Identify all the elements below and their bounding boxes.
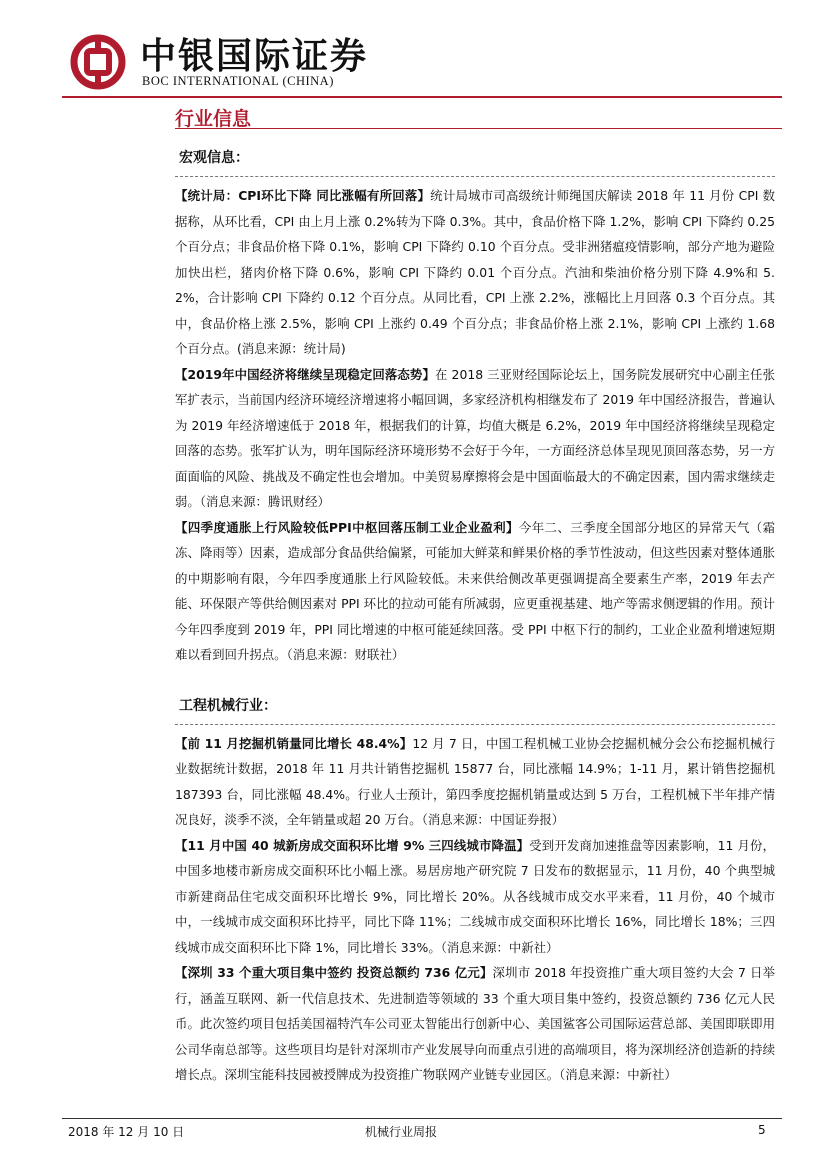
- news-body: 今年二、三季度全国部分地区的异常天气（霜冻、降雨等）因素，造成部分食品供给偏紧，可能加大鲜菜和鲜果价格的季节性波动，但这些因素对整体通胀的中期影响有限，今年四季度通胀上行风险较低。未来供给侧改革更强调提高全要素生产率，2019 年去产能、环保限产等供给侧因素对 PPI 环比的拉动可能有所减弱，应更重视基建、地产等需求侧逻辑的作用。预计今年四季度到 2019 年，PPI 同比增速的中枢可能延续回落。受 PPI 中枢下行的制约，工业企业盈利增速短期难以看到回升拐点。（消息来源：财联社）: [175, 519, 775, 662]
- boc-logo-icon: [70, 34, 126, 90]
- news-headline: 【四季度通胀上行风险较低PPI中枢回落压制工业企业盈利】: [175, 519, 519, 535]
- news-item: [175, 183, 775, 362]
- macro-heading-divider: [175, 176, 775, 177]
- footer-title: 机械行业周报: [365, 1125, 438, 1139]
- news-item: [175, 833, 775, 961]
- page-number: 5: [758, 1123, 766, 1137]
- news-body: 12 月 7 日，中国工程机械工业协会挖掘机械分会公布挖掘机械行业数据统计数据，2018 年 11 月共计销售挖掘机 15877 台，同比涨幅 14.9%；1-11 月，累计销售挖掘机 187393 台，同比涨幅 48.4%。行业人士预计，第四季度挖掘机销量或达到 5 万台，工程机械下半年排产情况良好，淡季不淡，全年销量或超 20 万台。（消息来源：中国证券报）: [175, 735, 776, 827]
- news-item: [175, 960, 775, 1088]
- footer-divider: [62, 1118, 782, 1119]
- news-item: [175, 515, 775, 668]
- news-headline: 【统计局：CPI环比下降 同比涨幅有所回落】: [175, 188, 431, 203]
- industry-heading: 工程机械行业：: [179, 697, 277, 714]
- news-headline: 【11 月中国 40 城新房成交面积环比增 9% 三四线城市降温】: [175, 837, 530, 853]
- news-item: [175, 731, 775, 833]
- brand-name-cn: 中银国际证券: [140, 35, 369, 77]
- page-title: 行业信息: [175, 108, 252, 130]
- header-divider: [62, 96, 782, 98]
- brand-name-en: BOC INTERNATIONAL (CHINA): [142, 74, 334, 88]
- macro-heading: 宏观信息：: [179, 150, 249, 166]
- industry-heading-divider: [175, 724, 775, 725]
- page-header: [62, 28, 782, 96]
- footer-date: 2018 年 12 月 10 日: [68, 1125, 185, 1139]
- report-body: [175, 148, 775, 1088]
- news-item: [175, 362, 775, 515]
- title-divider: [175, 128, 782, 129]
- news-headline: 【2019年中国经济将继续呈现稳定回落态势】: [175, 366, 435, 382]
- news-body: 受到开发商加速推盘等因素影响，11 月份，中国多地楼市新房成交面积环比小幅上涨。易居房地产研究院 7 日发布的数据显示，11 月份，40 个典型城市新建商品住宅成交面积环比增长 9%，同比增长 20%。从各线城市成交水平来看，11 月份，40 个城市中，一线城市成交面积环比持平，同比下降 11%；二线城市成交面积环比增长 16%，同比增长 18%；三四线城市成交面积环比下降 1%，同比增长 33%。（消息来源：中新社）: [175, 837, 775, 955]
- news-body: 深圳市 2018 年投资推广重大项目签约大会 7 日举行，涵盖互联网、新一代信息技术、先进制造等领域的 33 个重大项目集中签约，投资总额约 736 亿元人民币。此次签约项目包括美国福特汽车公司亚太智能出行创新中心、美国鲨客公司国际运营总部、美国即联即用公司华南总部等。这些项目均是针对深圳市产业发展导向而重点引进的高端项目，将为深圳经济创造新的持续增长点。深圳宝能科技园被授牌成为投资推广物联网产业链专业园区。（消息来源：中新社）: [175, 965, 775, 1082]
- news-headline: 【深圳 33 个重大项目集中签约 投资总额约 736 亿元】: [175, 965, 493, 980]
- news-headline: 【前 11 月挖掘机销量同比增长 48.4%】: [175, 735, 413, 751]
- news-body: 在 2018 三亚财经国际论坛上，国务院发展研究中心副主任张军扩表示，当前国内经济环境经济增速将小幅回调，多家经济机构相继发布了 2019 年中国经济报告，普遍认为 2019 年经济增速低于 2018 年，根据我们的计算，均值大概是 6.2%，2019 年中国经济将继续呈现稳定回落的态势。张军扩认为，明年国际经济环境形势不会好于今年，一方面经济总体呈现见顶回落态势，另一方面面临的风险、挑战及不确定性也会增加。中美贸易摩擦将会是中国面临最大的不确定因素，国内需求继续走弱。（消息来源：腾讯财经）: [175, 366, 775, 509]
- news-body: 统计局城市司高级统计师绳国庆解读 2018 年 11 月份 CPI 数据称，从环比看，CPI 由上月上涨 0.2%转为下降 0.3%。其中，食品价格下降 1.2%，影响 CPI 下降约 0.25 个百分点；非食品价格下降 0.1%，影响 CPI 下降约 0.10 个百分点。受非洲猪瘟疫情影响，部分产地为避险加快出栏，猪肉价格下降 0.6%，影响 CPI 下降约 0.01 个百分点。汽油和柴油价格分别下降 4.9%和 5.2%，合计影响 CPI 下降约 0.12 个百分点。从同比看，CPI 上涨 2.2%，涨幅比上月回落 0.3 个百分点。其中，食品价格上涨 2.5%，影响 CPI 上涨约 0.49 个百分点；非食品价格上涨 2.1%，影响 CPI 上涨约 1.68 个百分点。(消息来源：统计局): [175, 188, 775, 356]
